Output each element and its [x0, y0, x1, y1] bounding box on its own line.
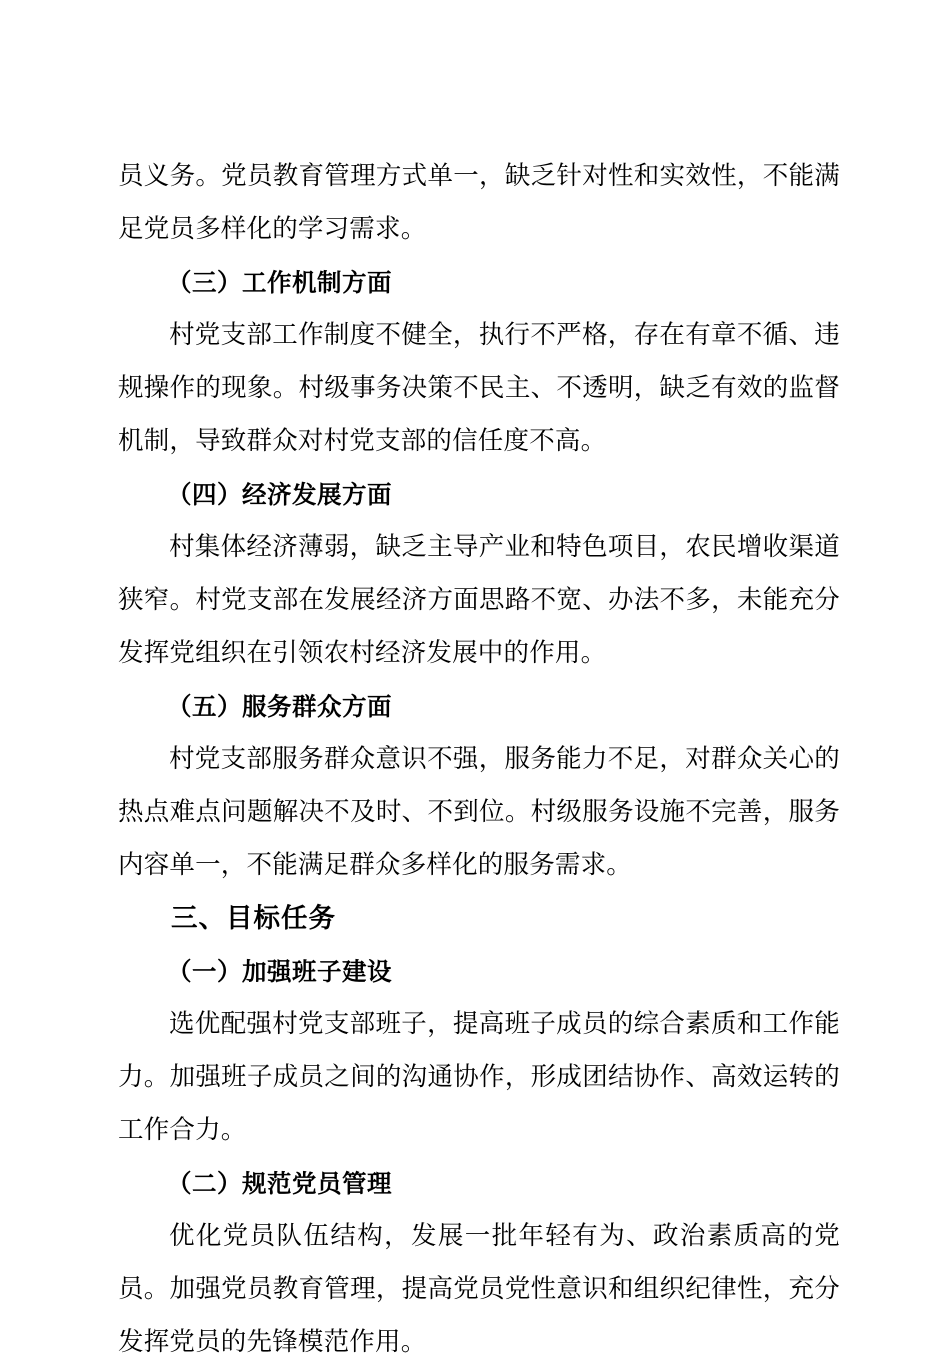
paragraph-continued: 员义务。党员教育管理方式单一，缺乏针对性和实效性，不能满足党员多样化的学习需求。: [118, 161, 840, 244]
sub-heading-work-mechanism: （三）工作机制方面: [167, 268, 392, 297]
sub-heading-economic-development: （四）经济发展方面: [167, 480, 392, 509]
paragraph-work-mechanism: 村党支部工作制度不健全，执行不严格，存在有章不循、违规操作的现象。村级事务决策不民主、不透明，缺乏有效的监督机制，导致群众对村党支部的信任度不高。: [118, 320, 840, 456]
document-body: [118, 150, 840, 1369]
sub-heading-standardize-member-management: （二）规范党员管理: [167, 1169, 392, 1198]
sub-heading-serving-masses: （五）服务群众方面: [167, 692, 392, 721]
paragraph-serving-masses: 村党支部服务群众意识不强，服务能力不足，对群众关心的热点难点问题解决不及时、不到位。村级服务设施不完善，服务内容单一，不能满足群众多样化的服务需求。: [118, 744, 840, 880]
section-heading-objectives: 三、目标任务: [171, 903, 336, 934]
paragraph-economic-development: 村集体经济薄弱，缺乏主导产业和特色项目，农民增收渠道狭窄。村党支部在发展经济方面思路不宽、办法不多，未能充分发挥党组织在引领农村经济发展中的作用。: [118, 532, 840, 668]
paragraph-strengthen-team: 选优配强村党支部班子，提高班子成员的综合素质和工作能力。加强班子成员之间的沟通协作，形成团结协作、高效运转的工作合力。: [118, 1009, 840, 1145]
paragraph-standardize-member-management: 优化党员队伍结构，发展一批年轻有为、政治素质高的党员。加强党员教育管理，提高党员党性意识和组织纪律性，充分发挥党员的先锋模范作用。: [118, 1221, 840, 1357]
sub-heading-strengthen-team: （一）加强班子建设: [167, 957, 392, 986]
